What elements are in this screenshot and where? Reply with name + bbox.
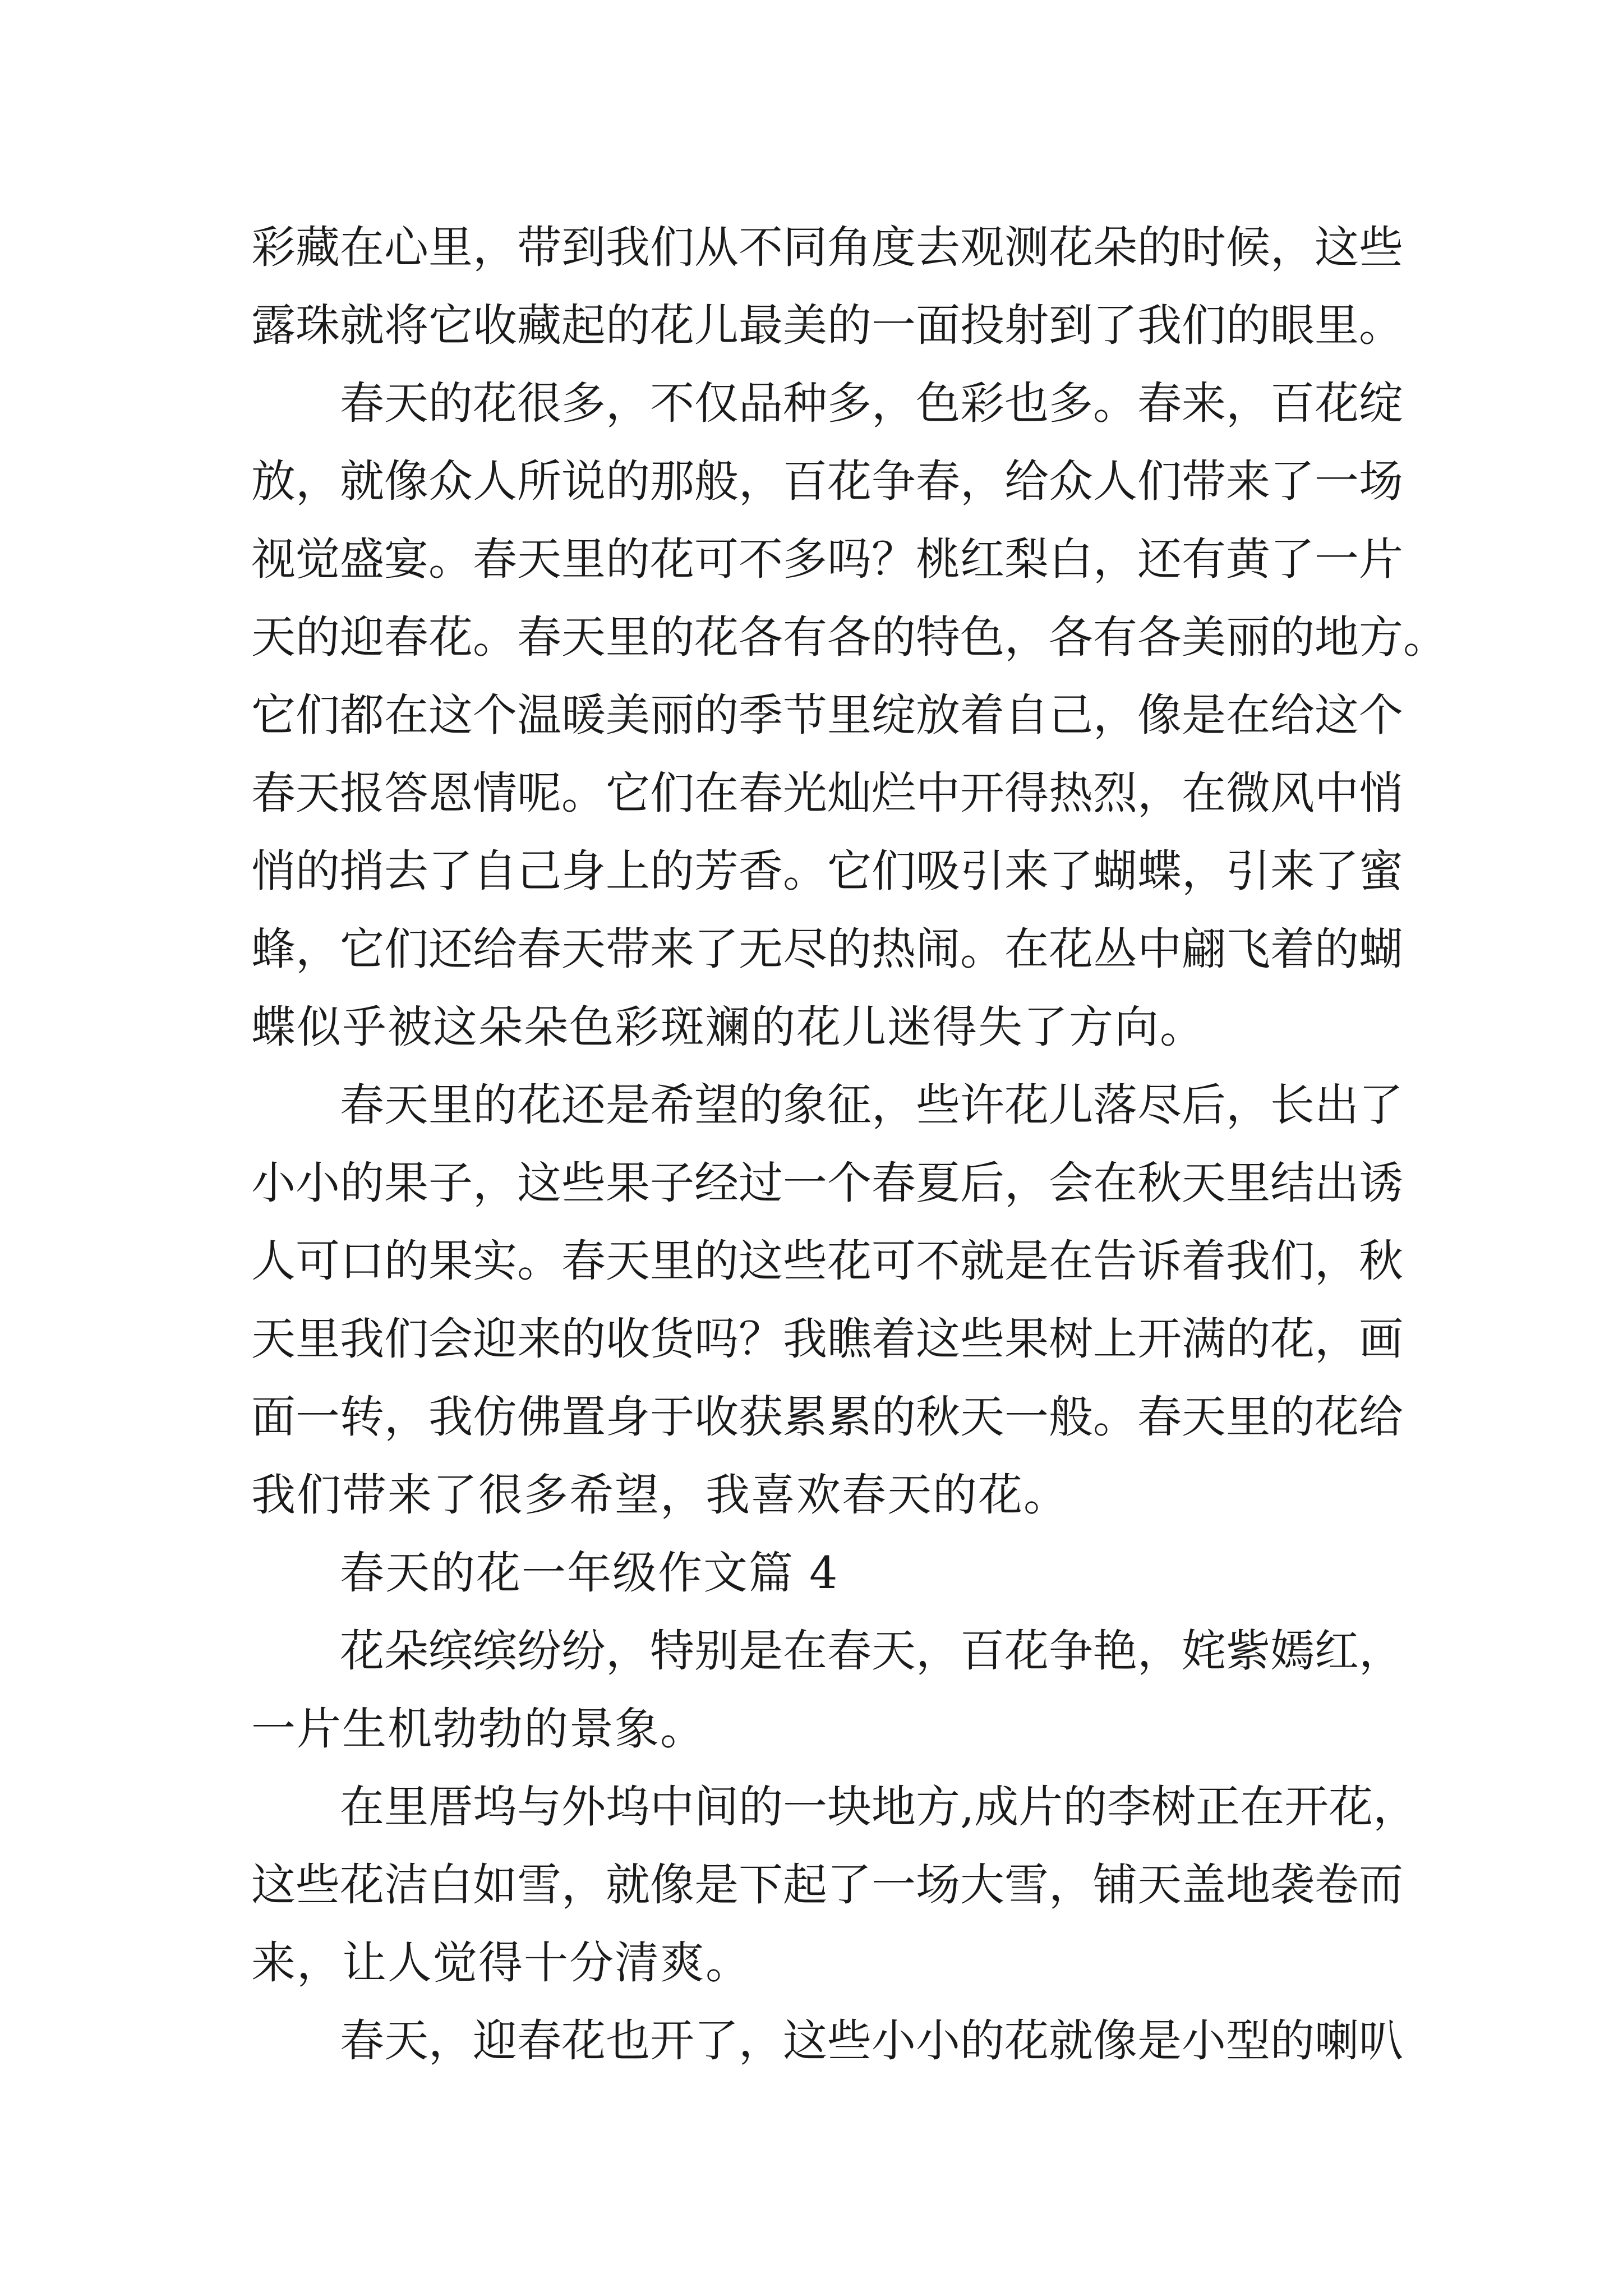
text-line: 悄 的 捎 去 了 自 己 身 上 的 芳 香 。 它 们 吸 引 来 了 蝴 蝶 ， 引 来 了 蜜 <box>251 845 1403 897</box>
text-line: 来，让人觉得十分清爽。 <box>251 1937 751 1989</box>
section-heading: 春天的花一年级作文篇 4 <box>340 1547 839 1599</box>
text-line: 它 们 都 在 这 个 温 暖 美 丽 的 季 节 里 绽 放 着 自 己 ， 像 是 在 给 这 个 <box>251 689 1403 741</box>
document-body <box>251 209 1447 2080</box>
paragraph-start-line: 春 天 ， 迎 春 花 也 开 了 ， 这 些 小 小 的 花 就 像 是 小 型 的 喇 叭 <box>340 2015 1403 2067</box>
text-line: 蝶似乎被这朵朵色彩斑斓的花儿迷得失了方向。 <box>251 1001 1205 1053</box>
text-line: 一片生机勃勃的景象。 <box>251 1703 706 1755</box>
text-line: 放 ， 就 像 众 人 所 说 的 那 般 ， 百 花 争 春 ， 给 众 人 们 带 来 了 一 场 <box>251 455 1403 507</box>
paragraph-start-line: 在 里 厝 坞 与 外 坞 中 间 的 一 块 地 方 , 成 片 的 李 树 正 在 开 花 ， <box>340 1781 1418 1833</box>
text-line: 彩 藏 在 心 里 ， 带 到 我 们 从 不 同 角 度 去 观 测 花 朵 的 时 候 ， 这 些 <box>251 222 1403 273</box>
text-line: 人 可 口 的 果 实 。 春 天 里 的 这 些 花 可 不 就 是 在 告 诉 着 我 们 ， 秋 <box>251 1235 1403 1287</box>
paragraph-start-line: 春 天 的 花 很 多 ， 不 仅 品 种 多 ， 色 彩 也 多 。 春 来 ， 百 花 绽 <box>340 378 1403 429</box>
text-line: 小 小 的 果 子 ， 这 些 果 子 经 过 一 个 春 夏 后 ， 会 在 秋 天 里 结 出 诱 <box>251 1157 1403 1209</box>
text-line: 面 一 转 ， 我 仿 佛 置 身 于 收 获 累 累 的 秋 天 一 般 。 春 天 里 的 花 给 <box>251 1391 1403 1443</box>
text-line: 视 觉 盛 宴 。 春 天 里 的 花 可 不 多 吗 ？ 桃 红 梨 白 ， 还 有 黄 了 一 片 <box>251 533 1403 585</box>
text-line: 天 的 迎 春 花 。 春 天 里 的 花 各 有 各 的 特 色 ， 各 有 各 美 丽 的 地 方 。 <box>251 611 1447 663</box>
text-line: 蜂 ， 它 们 还 给 春 天 带 来 了 无 尽 的 热 闹 。 在 花 丛 中 翩 飞 着 的 蝴 <box>251 923 1403 975</box>
text-line: 这 些 花 洁 白 如 雪 ， 就 像 是 下 起 了 一 场 大 雪 ， 铺 天 盖 地 袭 卷 而 <box>251 1859 1403 1911</box>
paragraph-start-line: 春 天 里 的 花 还 是 希 望 的 象 征 ， 些 许 花 儿 落 尽 后 ， 长 出 了 <box>340 1079 1403 1131</box>
text-line: 天 里 我 们 会 迎 来 的 收 货 吗 ？ 我 瞧 着 这 些 果 树 上 开 满 的 花 ， 画 <box>251 1313 1403 1365</box>
text-line: 我们带来了很多希望，我喜欢春天的花。 <box>251 1469 1069 1521</box>
text-line: 春 天 报 答 恩 情 呢 。 它 们 在 春 光 灿 烂 中 开 得 热 烈 ， 在 微 风 中 悄 <box>251 767 1403 819</box>
text-line: 露 珠 就 将 它 收 藏 起 的 花 儿 最 美 的 一 面 投 射 到 了 我 们 的 眼 里 。 <box>251 300 1403 351</box>
paragraph-start-line: 花 朵 缤 缤 纷 纷 ， 特 别 是 在 春 天 ， 百 花 争 艳 ， 姹 紫 嫣 红 ， <box>340 1625 1403 1677</box>
